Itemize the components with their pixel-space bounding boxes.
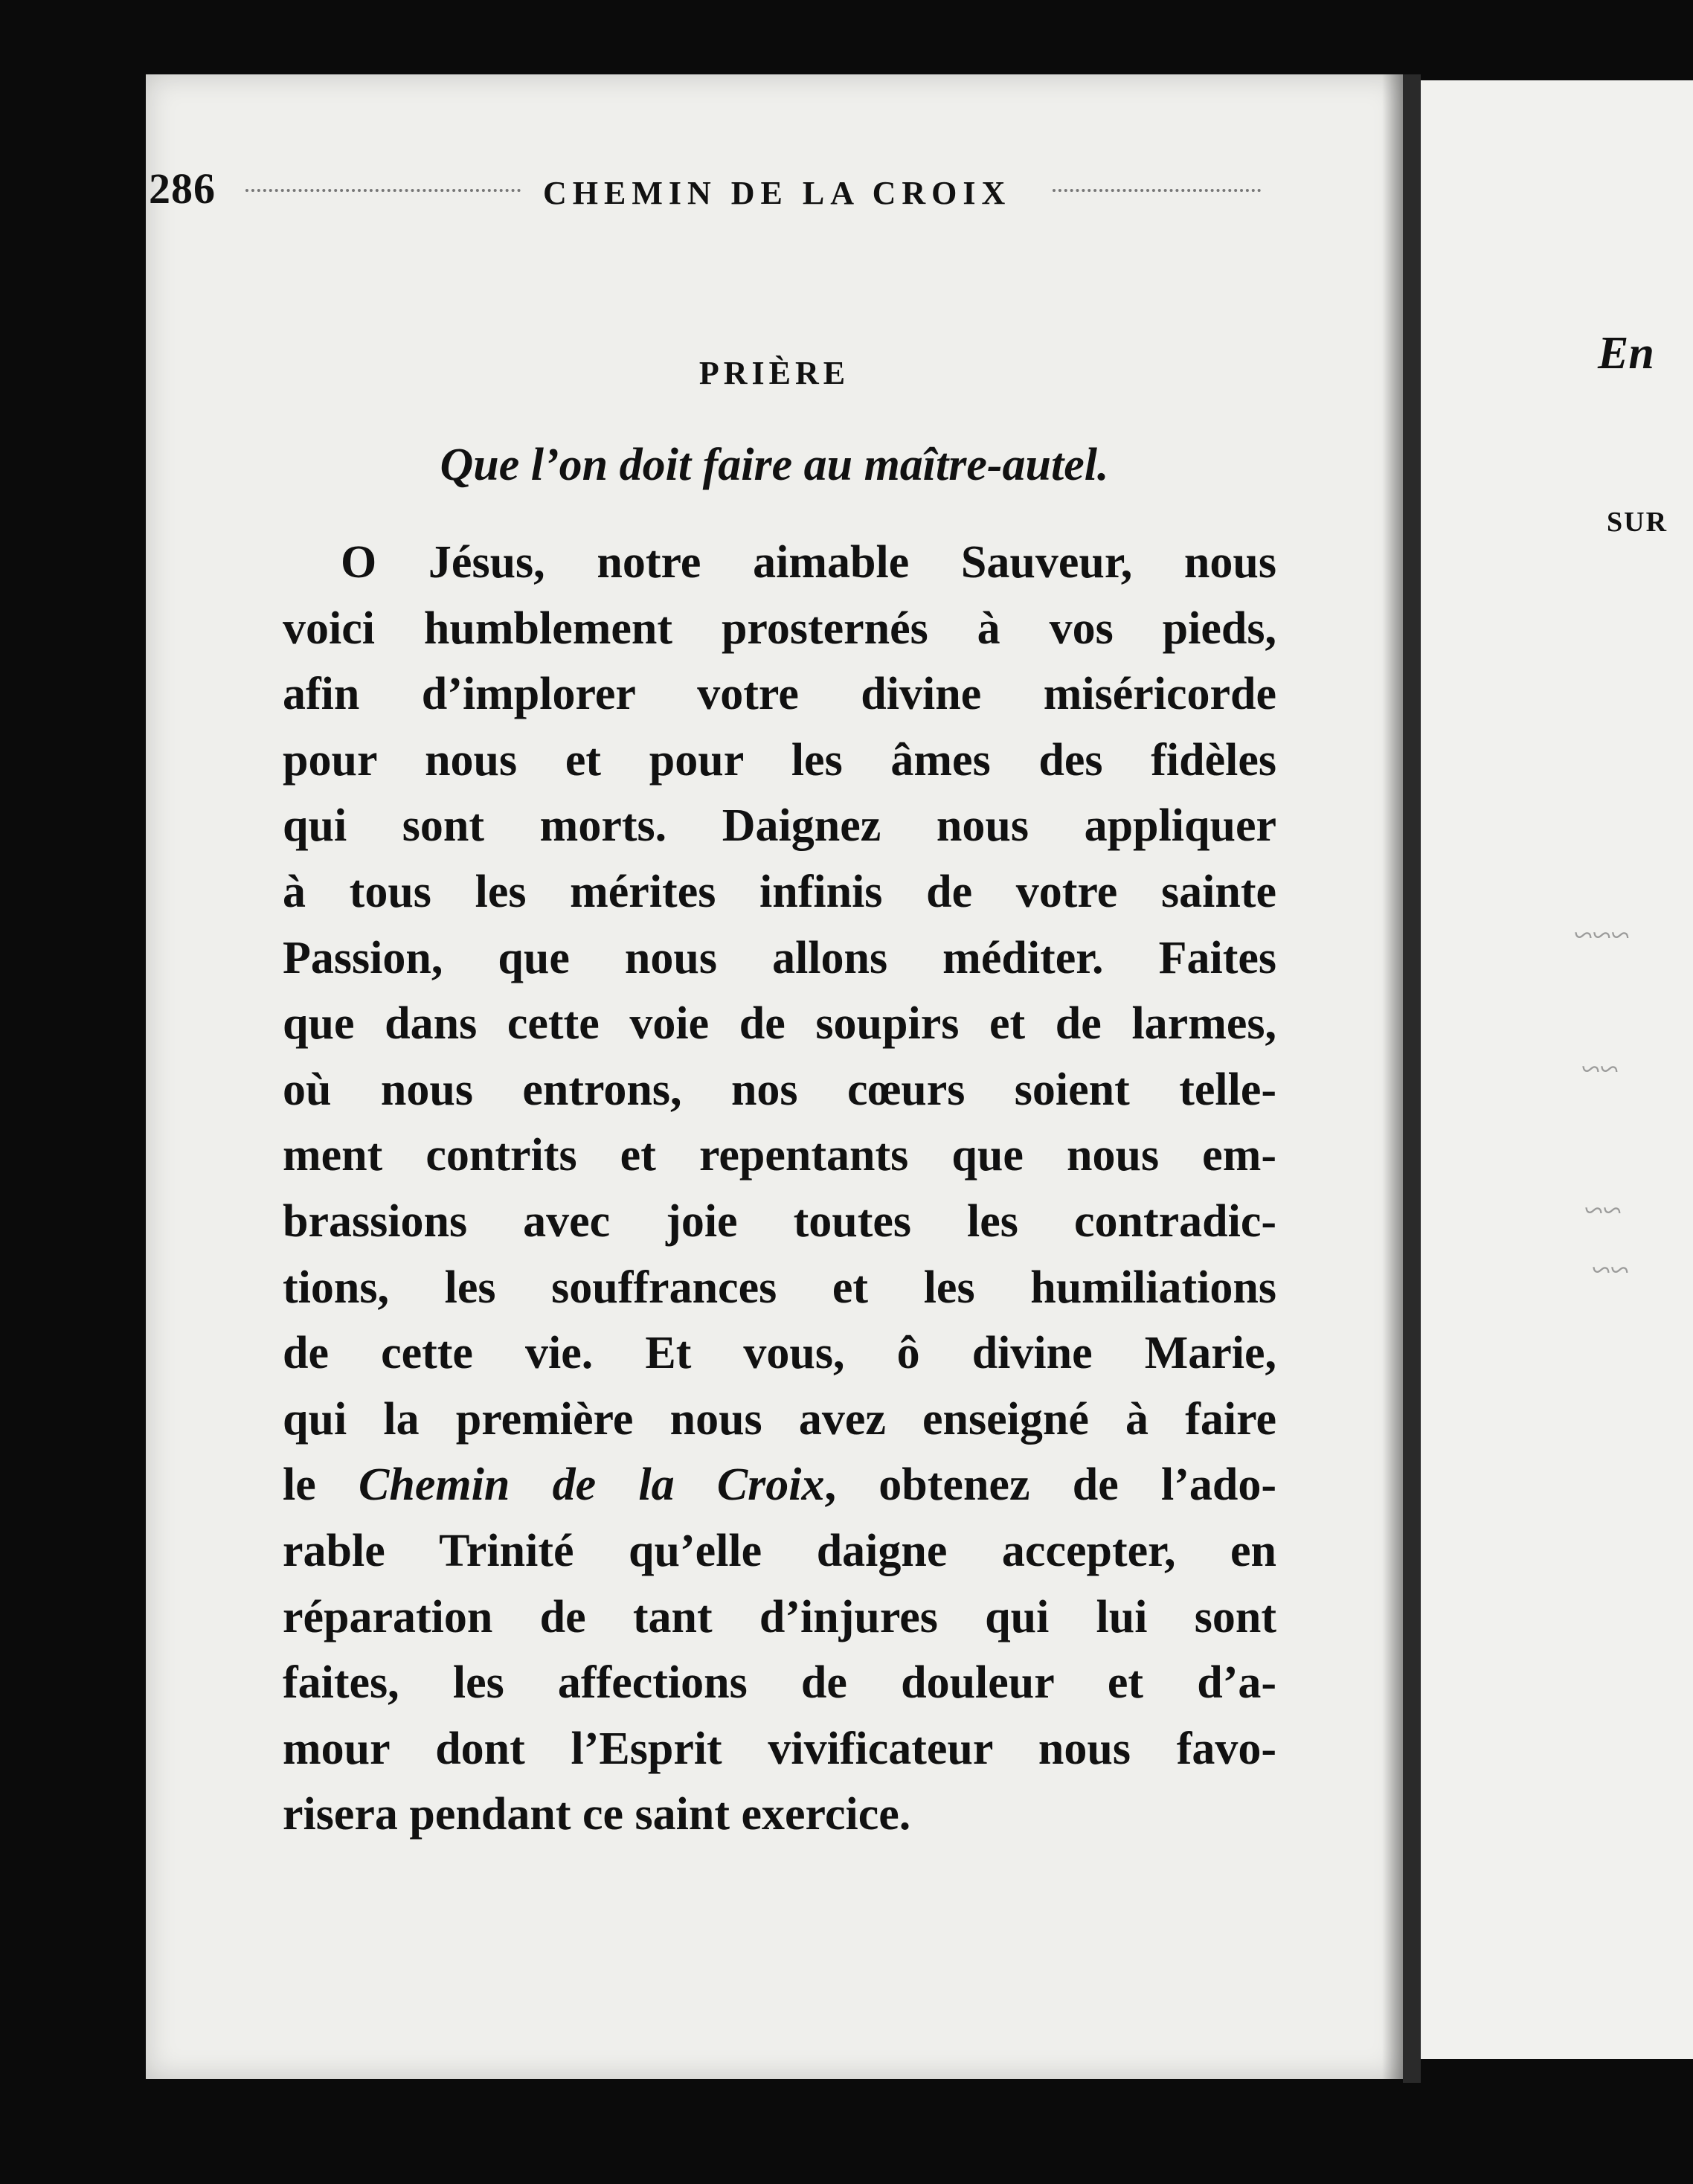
book-gutter — [1403, 74, 1421, 2083]
leader-dots-left — [245, 189, 521, 192]
prayer-text — [283, 530, 1276, 1848]
text-line-with-title — [283, 1452, 1276, 1518]
leader-dots-right — [1053, 189, 1261, 192]
text-line: ment contrits et repentants que nous em- — [283, 1130, 1276, 1181]
running-head — [149, 164, 1116, 238]
text-line: de cette vie. Et vous, ô divine Marie, — [283, 1328, 1276, 1379]
section-heading: PRIÈRE — [698, 355, 850, 391]
text-line: afin d’implorer votre divine miséricorde — [283, 669, 1276, 720]
text-line: réparation de tant d’injures qui lui sont — [283, 1591, 1276, 1642]
text-line: qui sont morts. Daignez nous appliquer — [283, 800, 1276, 852]
section-subtitle: Que l’on doit faire au maître-autel. — [440, 440, 1109, 490]
facing-page-word: En — [1598, 328, 1654, 379]
text-segment: le — [283, 1459, 359, 1511]
text-line: voici humblement prosternés à vos pieds, — [283, 603, 1276, 654]
text-line: à tous les mérites infinis de votre sainte — [283, 866, 1276, 917]
text-line: mour dont l’Esprit vivificateur nous favo- — [283, 1723, 1276, 1774]
text-line: pour nous et pour les âmes des fidèles — [283, 734, 1276, 786]
text-line: tions, les souffrances et les humiliations — [283, 1262, 1276, 1313]
text-line: brassions avec joie toutes les contradic- — [283, 1195, 1276, 1247]
running-title: CHEMIN DE LA CROIX — [543, 175, 1012, 211]
bleed-through-mark: ~~~ — [1574, 916, 1630, 954]
text-line: O Jésus, notre aimable Sauveur, nous — [341, 537, 1276, 588]
bleed-through-mark: ~~ — [1581, 1050, 1619, 1088]
text-line: Passion, que nous allons méditer. Faites — [283, 932, 1276, 983]
text-line: faites, les affections de douleur et d’a- — [283, 1657, 1276, 1709]
text-line: rable Trinité qu’elle daigne accepter, en — [283, 1525, 1276, 1576]
facing-page-word: SUR — [1607, 507, 1668, 538]
text-line-last: risera pendant ce saint exercice. — [283, 1789, 911, 1840]
text-line: où nous entrons, nos cœurs soient telle- — [283, 1064, 1276, 1115]
text-segment: , obtenez de l’ado- — [824, 1459, 1276, 1511]
book-title-italic: Chemin de la Croix — [359, 1459, 825, 1511]
bleed-through-mark: ~~ — [1592, 1250, 1629, 1288]
text-line: qui la première nous avez enseigné à faire — [283, 1393, 1276, 1445]
bleed-through-mark: ~~ — [1584, 1191, 1622, 1229]
text-line: que dans cette voie de soupirs et de larmes, — [283, 998, 1276, 1050]
page-number: 286 — [149, 164, 216, 213]
